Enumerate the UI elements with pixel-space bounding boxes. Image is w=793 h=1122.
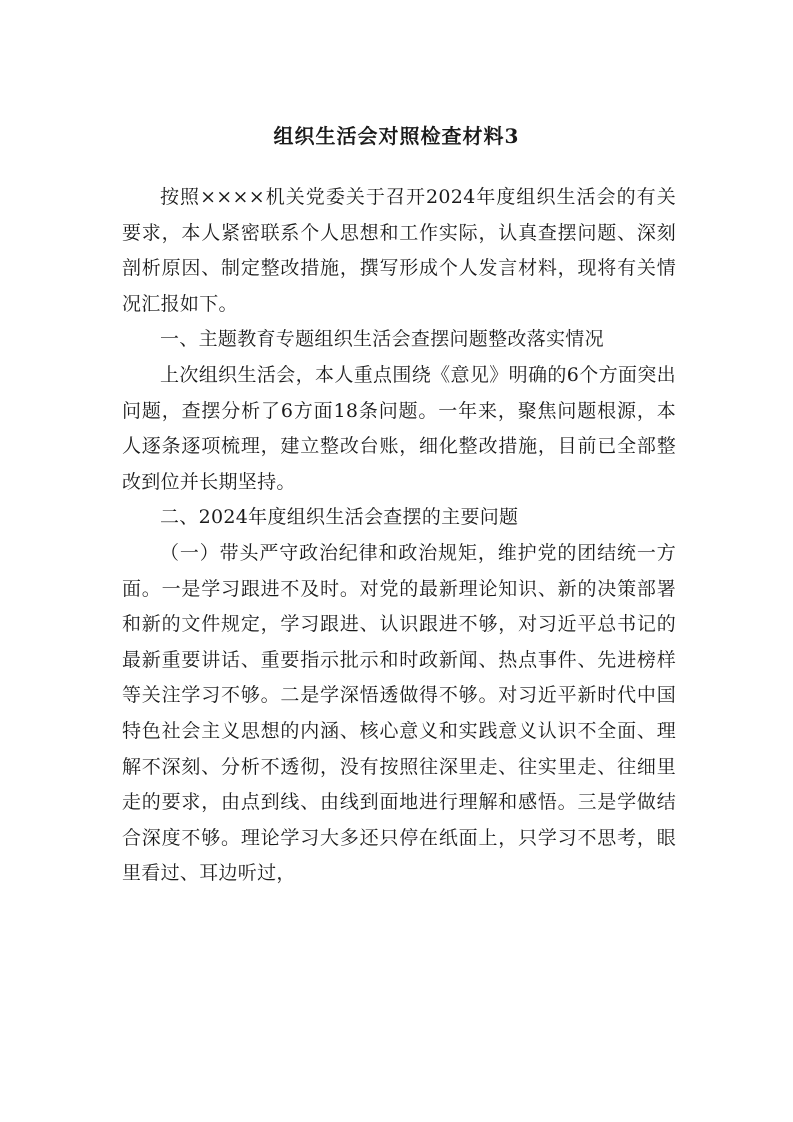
document-title: 组织生活会对照检查材料3 [273, 124, 520, 148]
document-body [122, 180, 676, 892]
paragraph-rectification: 上次组织生活会，本人重点围绕《意见》明确的6个方面突出问题，查摆分析了6方面18条问题。一年来，聚焦问题根源，本人逐条逐项梳理，建立整改台账，细化整改措施，目前已全部整改到位并长期坚持。 [122, 363, 676, 493]
section-heading-2: 二、2024年度组织生活会查摆的主要问题 [160, 506, 519, 529]
paragraph-problems: （一）带头严守政治纪律和政治规矩，维护党的团结统一方面。一是学习跟进不及时。对党的最新理论知识、新的决策部署和新的文件规定，学习跟进、认识跟进不够，对习近平总书记的最新重要讲话、重要指示批示和时政新闻、热点事件、先进榜样等关注学习不够。二是学深悟透做得不够。对习近平新时代中国特色社会主义思想的内涵、核心意义和实践意义认识不全面、理解不深刻、分析不透彻，没有按照往深里走、往实里走、往细里走的要求，由点到线、由线到面地进行理解和感悟。三是学做结合深度不够。理论学习大多还只停在纸面上，只学习不思考，眼里看过、耳边听过， [122, 541, 676, 885]
paragraph-intro: 按照××××机关党委关于召开2024年度组织生活会的有关要求，本人紧密联系个人思想和工作实际，认真查摆问题、深刻剖析原因、制定整改措施，撰写形成个人发言材料，现将有关情况汇报如下。 [122, 186, 676, 315]
section-heading-1: 一、主题教育专题组织生活会查摆问题整改落实情况 [160, 328, 604, 351]
